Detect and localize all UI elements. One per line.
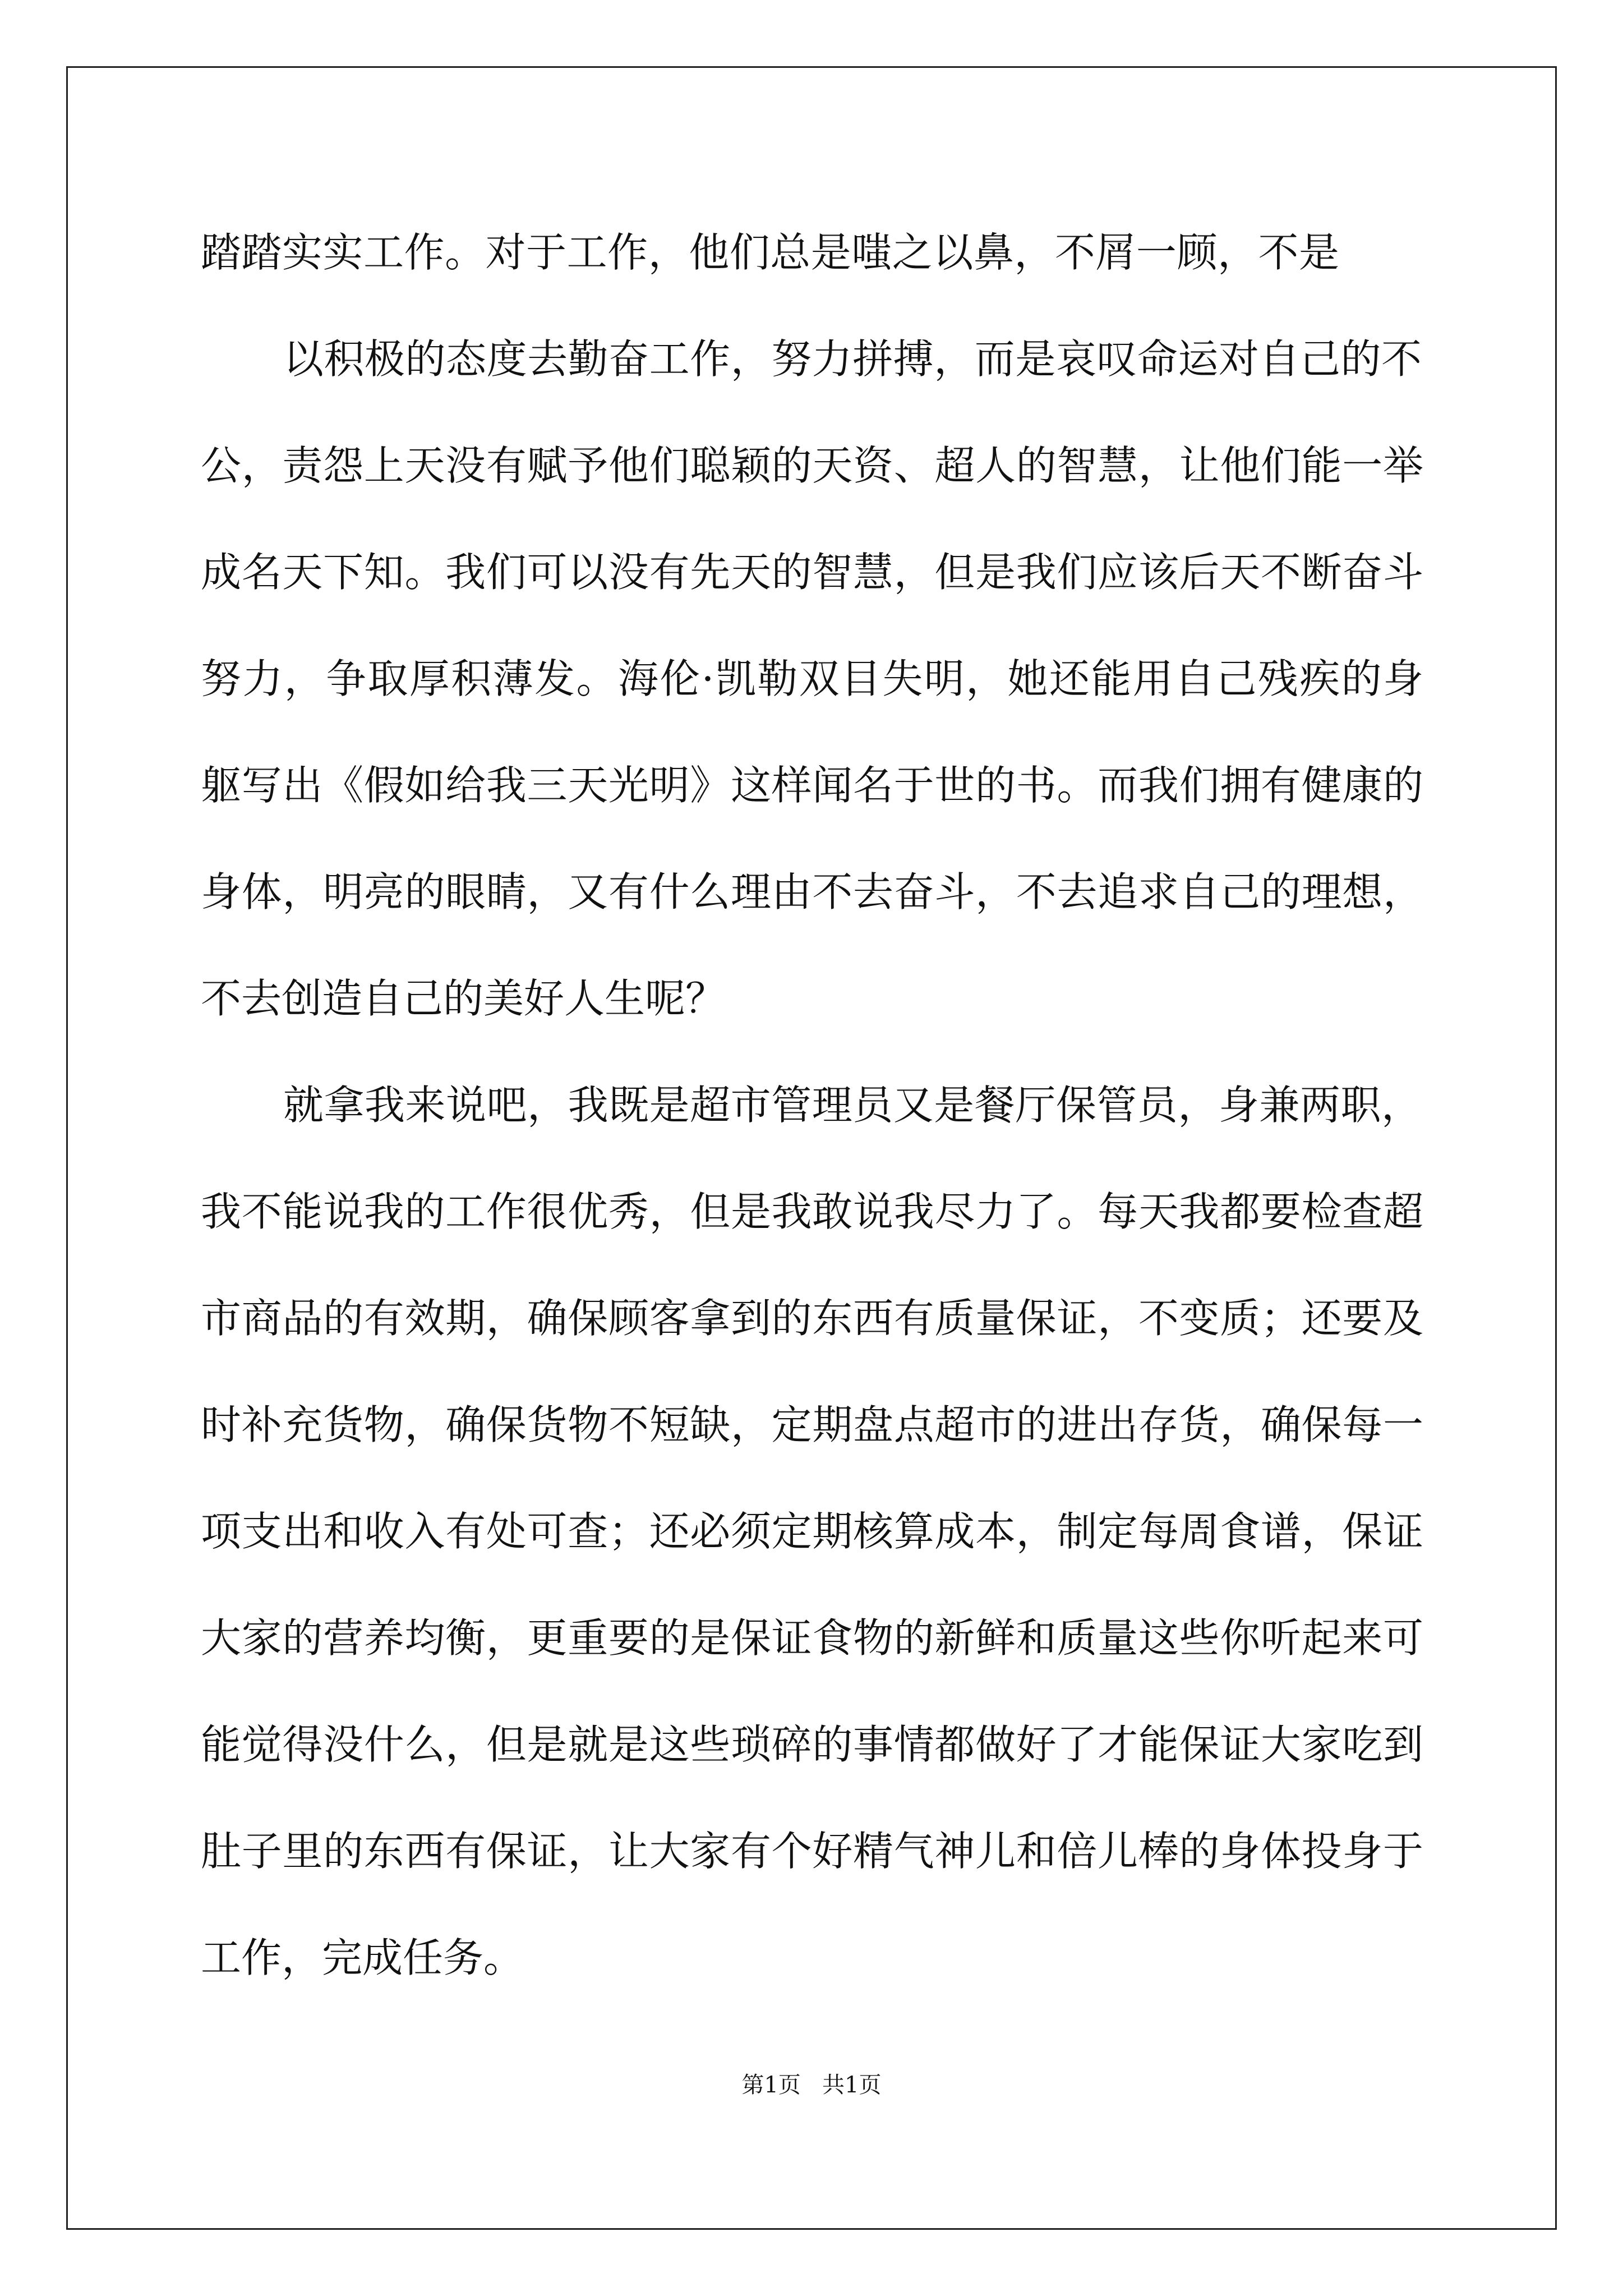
body-line-12: 时补充货物，确保货物不短缺，定期盘点超市的进出存货，确保每一 bbox=[201, 1401, 1423, 1448]
body-line-9: 就拿我来说吧，我既是超市管理员又是餐厅保管员，身兼两职， bbox=[283, 1082, 1422, 1129]
body-line-16: 肚子里的东西有保证，让大家有个好精气神儿和倍儿棒的身体投身于 bbox=[201, 1828, 1423, 1875]
body-line-17: 工作，完成任务。 bbox=[201, 1934, 524, 1981]
body-line-14: 大家的营养均衡，更重要的是保证食物的新鲜和质量这些你听起来可 bbox=[201, 1614, 1423, 1662]
body-line-1: 踏踏实实工作。对于工作，他们总是嗤之以鼻，不屑一顾，不是 bbox=[201, 229, 1339, 276]
body-line-6: 躯写出《假如给我三天光明》这样闻名于世的书。而我们拥有健康的 bbox=[201, 762, 1423, 809]
body-line-11: 市商品的有效期，确保顾客拿到的东西有质量保证，不变质；还要及 bbox=[201, 1295, 1423, 1342]
body-line-15: 能觉得没什么，但是就是这些琐碎的事情都做好了才能保证大家吃到 bbox=[201, 1721, 1423, 1768]
body-line-4: 成名天下知。我们可以没有先天的智慧，但是我们应该后天不断奋斗 bbox=[201, 549, 1423, 596]
body-line-2: 以积极的态度去勤奋工作，努力拼搏，而是哀叹命运对自己的不 bbox=[283, 335, 1422, 383]
page-footer: 第1页 共1页 bbox=[741, 2072, 882, 2098]
body-line-3: 公，责怨上天没有赋予他们聪颖的天资、超人的智慧，让他们能一举 bbox=[201, 442, 1423, 489]
body-line-5: 努力，争取厚积薄发。海伦·凯勒双目失明，她还能用自己残疾的身 bbox=[201, 655, 1423, 702]
body-line-10: 我不能说我的工作很优秀，但是我敢说我尽力了。每天我都要检查超 bbox=[201, 1188, 1423, 1235]
body-line-13: 项支出和收入有处可查；还必须定期核算成本，制定每周食谱，保证 bbox=[201, 1508, 1423, 1555]
body-line-8: 不去创造自己的美好人生呢？ bbox=[201, 975, 726, 1022]
page-border bbox=[66, 66, 1557, 2230]
body-line-7: 身体，明亮的眼睛，又有什么理由不去奋斗，不去追求自己的理想， bbox=[201, 868, 1423, 915]
